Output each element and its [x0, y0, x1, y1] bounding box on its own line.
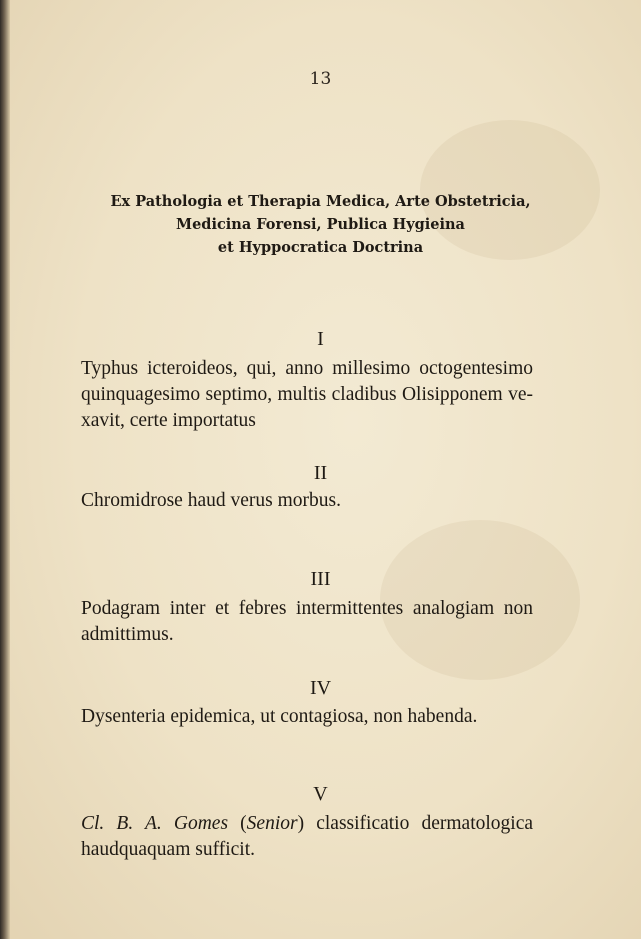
thesis-numeral: IV: [309, 677, 332, 699]
thesis-line: Podagram inter et febres intermittentes analogiam non: [81, 598, 533, 619]
thesis-numeral: II: [313, 462, 328, 484]
thesis-line: haudquaquam sufficit.: [81, 839, 256, 860]
author-name: Cl. B. A. Gomes: [81, 813, 229, 834]
page-number: 13: [309, 69, 332, 89]
paren: ): [297, 813, 305, 834]
thesis-text: [81, 488, 533, 514]
thesis-line: quinquagesimo septimo, multis cladibus Olisipponem ve-: [81, 384, 533, 405]
thesis-text: [81, 704, 533, 730]
thesis-numeral: I: [317, 328, 324, 350]
thesis-line: [81, 811, 533, 837]
section-heading-line: et Hyppocratica Doctrina: [217, 239, 424, 256]
thesis-line: Dysenteria epidemica, ut contagiosa, non habenda.: [81, 706, 478, 727]
thesis-text: [81, 596, 533, 648]
author-qualifier: Senior: [246, 813, 298, 834]
section-heading-line: Medicina Forensi, Publica Hygieina: [176, 216, 465, 233]
thesis-numeral: V: [313, 783, 328, 805]
thesis-numeral: III: [310, 568, 331, 590]
thesis-line: Chromidrose haud verus morbus.: [81, 490, 341, 511]
paren: (: [240, 813, 247, 834]
section-heading-line: Ex Pathologia et Therapia Medica, Arte Obstetricia,: [110, 193, 531, 210]
thesis-line-rest: classificatio dermatologica: [316, 813, 534, 834]
thesis-text: [81, 356, 533, 434]
section-heading: [60, 190, 581, 259]
thesis-line: admittimus.: [81, 624, 174, 645]
thesis-line: Typhus icteroideos, qui, anno millesimo octogentesimo: [81, 358, 533, 379]
thesis-text: [81, 811, 533, 863]
thesis-line: xavit, certe importatus: [81, 410, 256, 431]
